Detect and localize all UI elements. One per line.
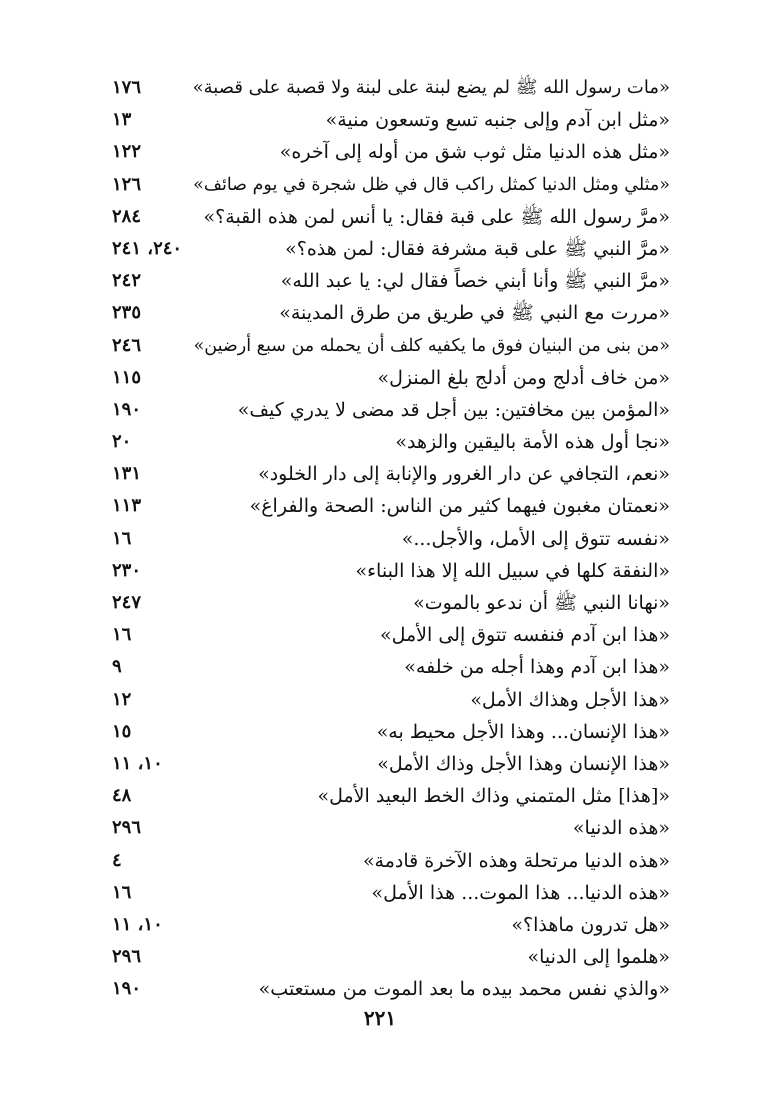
entry-text: «مات رسول الله ﷺ لم يضع لبنة على لبنة ولا قصبة على قصبة» [192,77,670,98]
entry-text: «مثل ابن آدم وإلى جنبه تسع وتسعون منية» [325,109,670,132]
entry-text: «مررت مع النبي ﷺ في طريق من طرق المدينة» [279,302,670,325]
index-entry [100,812,670,844]
index-entry [100,877,670,909]
entry-page-refs: ٢٩٦ [112,817,142,839]
entry-page-refs: ٩ [112,656,122,678]
entry-text: «هذا ابن آدم فنفسه تتوق إلى الأمل» [379,624,670,647]
entry-text: «نعمتان مغبون فيهما كثير من الناس: الصحة والفراغ» [249,495,670,518]
index-entry [100,651,670,683]
entry-page-refs: ٢٣٠ [112,559,142,581]
entry-text: «هذا الإنسان وهذا الأجل وذاك الأمل» [377,752,670,775]
entry-page-refs: ١٢٦ [112,173,142,195]
entry-page-refs: ١٦ [112,527,132,549]
entry-page-refs: ١٠، ١١ [112,913,163,935]
entry-text: «هل تدرون ماهذا؟» [511,913,670,936]
entry-page-refs: ٢٩٦ [112,946,142,968]
index-entry [100,845,670,877]
entry-page-refs: ٢٤٠، ٢٤١ [112,237,183,259]
index-entry [100,297,670,329]
index-entry [100,716,670,748]
index-entry [100,684,670,716]
entry-text: «نعم، التجافي عن دار الغرور والإنابة إلى دار الخلود» [258,463,670,486]
entry-page-refs: ١٦ [112,624,132,646]
index-entry [100,909,670,941]
entry-page-refs: ١٠، ١١ [112,752,163,774]
entry-page-refs: ١١٥ [112,366,142,388]
entry-page-refs: ١٩٠ [112,978,142,1000]
entry-page-refs: ٢٤٦ [112,334,142,356]
index-entry [100,426,670,458]
entry-text: «مرَّ رسول الله ﷺ على قبة فقال: يا أنس لمن هذه القبة؟» [203,205,670,228]
index-entry [100,523,670,555]
index-entry [100,104,670,136]
index-entry [100,233,670,265]
index-entry [100,265,670,297]
index-entry [100,587,670,619]
entry-text: «هذا الإنسان... وهذا الأجل محيط به» [376,720,670,743]
index-entry [100,780,670,812]
entry-text: «من خاف أدلج ومن أدلج بلغ المنزل» [377,366,670,389]
entry-text: «من بنى من البنيان فوق ما يكفيه كلف أن يحمله من سبع أرضين» [193,335,670,356]
entry-page-refs: ١٢ [112,688,132,710]
entry-text: «مرَّ النبي ﷺ على قبة مشرفة فقال: لمن هذه؟» [285,237,670,260]
entry-page-refs: ٢٨٤ [112,205,142,227]
entry-text: «هذه الدنيا» [572,817,670,840]
entry-text: «هذه الدنيا مرتحلة وهذه الآخرة قادمة» [362,849,670,872]
hadith-index-list [100,72,670,1005]
entry-page-refs: ١٣١ [112,463,142,485]
entry-page-refs: ٢٤٢ [112,270,142,292]
index-entry [100,136,670,168]
entry-text: «مرَّ النبي ﷺ وأنا أبني خصاً فقال لي: يا عبد الله» [280,270,670,293]
index-entry [100,619,670,651]
entry-text: «النفقة كلها في سبيل الله إلا هذا البناء» [355,559,670,582]
entry-page-refs: ١٦ [112,881,132,903]
entry-text: «المؤمن بين مخافتين: بين أجل قد مضى لا يدري كيف» [237,398,670,421]
entry-text: «نجا أول هذه الأمة باليقين والزهد» [395,431,670,454]
index-entry [100,362,670,394]
index-entry [100,169,670,201]
entry-text: «والذي نفس محمد بيده ما بعد الموت من مستعتب» [258,978,670,1001]
entry-text: «هذه الدنيا... هذا الموت... هذا الأمل» [371,881,670,904]
entry-text: «نفسه تتوق إلى الأمل، والأجل...» [401,527,670,550]
index-entry [100,458,670,490]
entry-text: «هذا ابن آدم وهذا أجله من خلفه» [404,656,670,679]
entry-text: «هلموا إلى الدنيا» [527,946,670,969]
entry-page-refs: ٢٣٥ [112,302,142,324]
entry-page-refs: ٢٠ [112,431,132,453]
entry-page-refs: ١٢٢ [112,141,142,163]
entry-text: «هذا الأجل وهذاك الأمل» [470,688,670,711]
index-entry [100,394,670,426]
index-entry [100,72,670,104]
entry-page-refs: ١٣ [112,109,132,131]
entry-text: «نهانا النبي ﷺ أن ندعو بالموت» [413,592,670,614]
index-entry [100,973,670,1005]
entry-page-refs: ١٩٠ [112,398,142,420]
index-entry [100,201,670,233]
entry-page-refs: ١١٣ [112,495,142,517]
page-number: ٢٢١ [363,1006,397,1030]
entry-page-refs: ٤٨ [112,785,132,807]
entry-text: «مثل هذه الدنيا مثل ثوب شق من أوله إلى آخره» [279,141,670,164]
entry-text: «[هذا] مثل المتمني وذاك الخط البعيد الأمل» [317,785,670,808]
entry-page-refs: ٤ [112,849,122,871]
entry-page-refs: ١٥ [112,720,132,742]
index-entry [100,490,670,522]
index-entry [100,941,670,973]
index-entry [100,555,670,587]
entry-page-refs: ١٧٦ [112,77,142,98]
entry-page-refs: ٢٤٧ [112,592,142,613]
index-entry [100,748,670,780]
index-entry [100,330,670,362]
entry-text: «مثلي ومثل الدنيا كمثل راكب قال في ظل شجرة في يوم صائف» [193,174,670,195]
